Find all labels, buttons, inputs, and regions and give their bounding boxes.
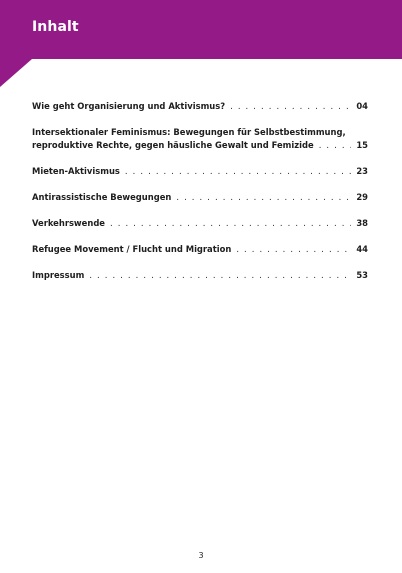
toc-entry[interactable] [32, 126, 368, 152]
toc-page-number: 38 [356, 218, 368, 228]
toc-entry[interactable] [32, 165, 368, 178]
toc-entry[interactable] [32, 100, 368, 113]
toc-dot-leader [125, 165, 351, 178]
toc-page-number: 23 [356, 166, 368, 176]
toc-page-number: 29 [356, 192, 368, 202]
toc-entry[interactable] [32, 243, 368, 256]
toc-entry-title: Verkehrswende [32, 218, 105, 228]
toc-dot-leader [89, 269, 351, 282]
toc-entry-title-line2: reproduktive Rechte, gegen häusliche Gewalt und Femizide [32, 140, 314, 150]
toc-dot-leader [110, 217, 351, 230]
toc-entry-title: Antirassistische Bewegungen [32, 192, 172, 202]
toc-entry[interactable] [32, 217, 368, 230]
toc-dot-leader [176, 191, 351, 204]
toc-entry[interactable] [32, 269, 368, 282]
toc-page-number: 15 [356, 140, 368, 150]
toc-entry-title: Wie geht Organisierung und Aktivismus? [32, 101, 226, 111]
toc-entry-title: Refugee Movement / Flucht und Migration [32, 244, 232, 254]
table-of-contents [32, 100, 368, 295]
toc-page-number: 44 [356, 244, 368, 254]
toc-dot-leader [230, 100, 351, 113]
toc-dot-leader [236, 243, 351, 256]
toc-entry-title: Impressum [32, 270, 85, 280]
page-title: Inhalt [32, 19, 79, 35]
toc-entry-title-line1: Intersektionaler Feminismus: Bewegungen für Selbstbestimmung, [32, 127, 346, 137]
toc-entry[interactable] [32, 191, 368, 204]
header-corner-shape [0, 59, 32, 87]
toc-entry-title: Mieten-Aktivismus [32, 166, 120, 176]
toc-page-number: 04 [356, 101, 368, 111]
page-number: 3 [198, 551, 204, 560]
toc-page-number: 53 [356, 270, 368, 280]
header-banner [0, 0, 402, 59]
toc-dot-leader [319, 139, 351, 152]
